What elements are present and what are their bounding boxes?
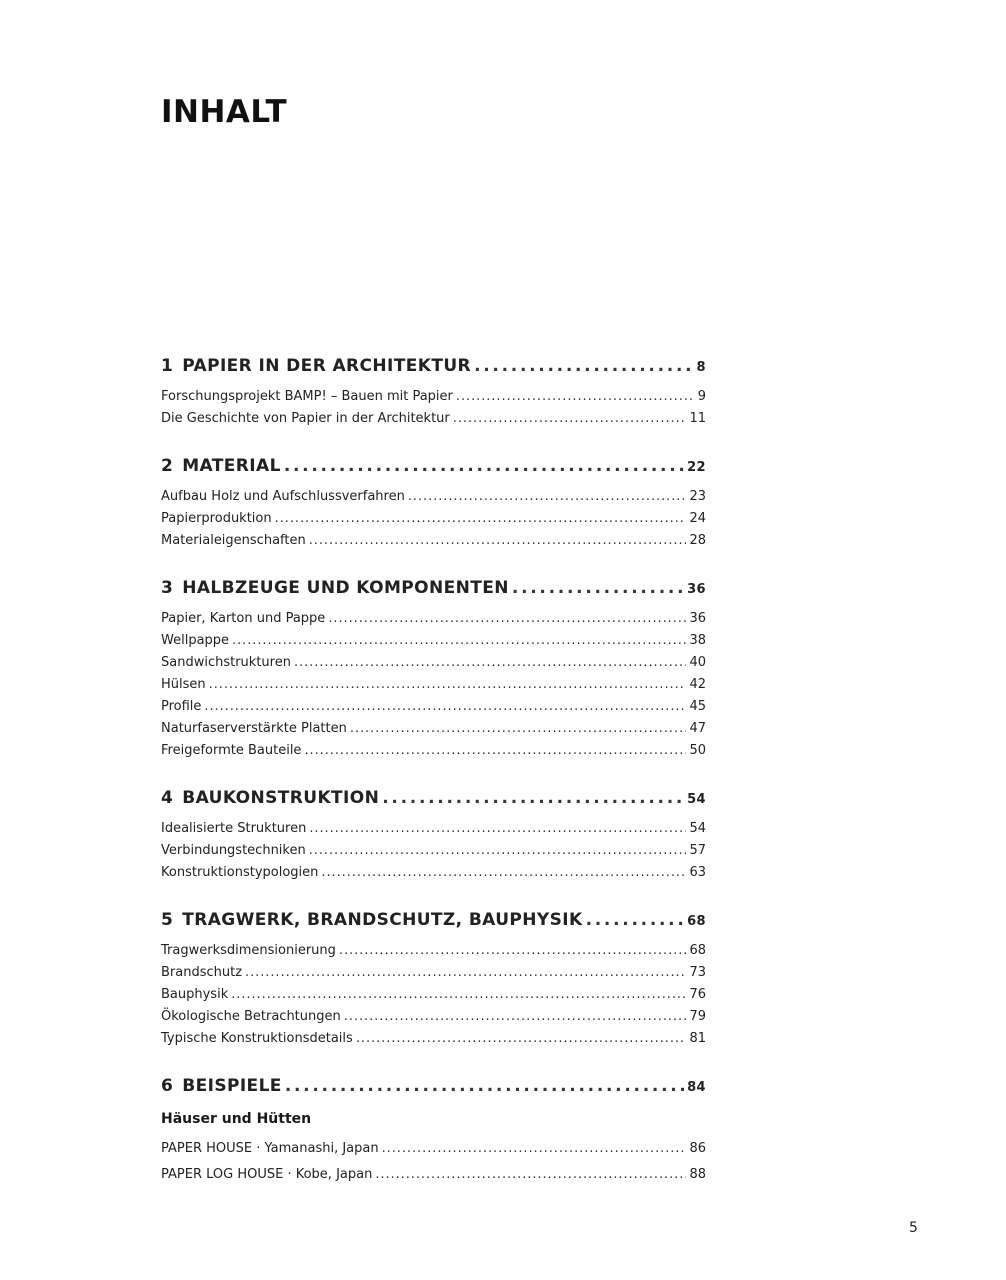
dot-leader [232,630,686,652]
dot-leader [309,530,687,552]
toc-entry[interactable] [161,508,706,530]
toc-section-1 [161,352,706,430]
page-title: INHALT [161,94,288,130]
toc-subheading: Häuser und Hütten [161,1111,312,1127]
toc-entry-page: 23 [689,489,706,504]
toc-entry-page: 28 [689,533,706,548]
toc-entry-label: Idealisierte Strukturen [161,821,307,836]
table-of-contents [161,352,706,1210]
section-page: 68 [687,914,706,929]
toc-entry-label: Ökologische Betrachtungen [161,1009,341,1024]
toc-entry-label: Wellpappe [161,633,230,648]
section-number: 4 [161,788,174,808]
toc-entry-page: 38 [689,633,706,648]
dot-leader [285,1072,684,1100]
dot-leader [284,452,684,480]
dot-leader [375,1162,686,1188]
toc-entry[interactable] [161,1006,706,1028]
toc-entry[interactable] [161,962,706,984]
section-number: 2 [161,456,174,476]
dot-leader [245,962,686,984]
toc-heading-row[interactable] [161,452,706,482]
toc-section-2 [161,452,706,552]
toc-entry[interactable] [161,740,706,762]
toc-entry-label: Brandschutz [161,965,243,980]
section-number: 1 [161,356,174,376]
toc-section-5 [161,906,706,1050]
dot-leader [209,674,687,696]
dot-leader [204,696,686,718]
toc-entry-page: 47 [689,721,706,736]
section-page: 84 [687,1080,706,1095]
toc-section-3 [161,574,706,762]
toc-entry-label: Die Geschichte von Papier in der Architektur [161,411,450,426]
toc-entry-page: 40 [689,655,706,670]
dot-leader [382,1136,687,1162]
toc-entry-page: 73 [689,965,706,980]
dot-leader [356,1028,687,1050]
toc-entry-page: 36 [689,611,706,626]
dot-leader [453,408,687,430]
dot-leader [456,386,695,408]
toc-entry[interactable] [161,862,706,884]
toc-section-4 [161,784,706,884]
dot-leader [586,906,685,934]
toc-entry-label: Verbindungstechniken [161,843,306,858]
dot-leader [309,818,686,840]
toc-entry-label: Materialeigenschaften [161,533,306,548]
toc-entry-page: 68 [689,943,706,958]
toc-entry-label: Freigeformte Bauteile [161,743,302,758]
toc-entry-label: PAPER HOUSE · Yamanashi, Japan [161,1141,379,1156]
toc-entry-label: Konstruktionstypologien [161,865,319,880]
dot-leader [294,652,686,674]
section-page: 22 [687,460,706,475]
toc-entry[interactable] [161,840,706,862]
section-title: HALBZEUGE UND KOMPONENTEN [182,578,509,598]
toc-entry-label: Tragwerksdimensionierung [161,943,336,958]
toc-entry[interactable] [161,1136,706,1162]
toc-entry-page: 45 [689,699,706,714]
toc-entry[interactable] [161,652,706,674]
dot-leader [321,862,686,884]
section-number: 6 [161,1076,174,1096]
toc-entry-label: Papier, Karton und Pappe [161,611,326,626]
toc-heading-row[interactable] [161,574,706,604]
dot-leader [339,940,687,962]
toc-entry-page: 24 [689,511,706,526]
section-title: PAPIER IN DER ARCHITEKTUR [182,356,472,376]
toc-entry[interactable] [161,386,706,408]
section-number: 5 [161,910,174,930]
toc-entry-label: Forschungsprojekt BAMP! – Bauen mit Papier [161,389,453,404]
toc-entry[interactable] [161,1162,706,1188]
toc-entry[interactable] [161,608,706,630]
dot-leader [275,508,687,530]
toc-entry-label: Hülsen [161,677,206,692]
toc-entry[interactable] [161,984,706,1006]
dot-leader [304,740,686,762]
toc-entry-page: 50 [689,743,706,758]
section-page: 54 [687,792,706,807]
toc-entry-page: 9 [697,389,706,404]
toc-entry-page: 88 [689,1167,706,1182]
dot-leader [382,784,684,812]
dot-leader [350,718,687,740]
section-title: BEISPIELE [182,1076,282,1096]
toc-heading-row[interactable] [161,352,706,382]
toc-entry-label: Naturfaserverstärkte Platten [161,721,347,736]
toc-entry[interactable] [161,1028,706,1050]
dot-leader [512,574,684,602]
dot-leader [309,840,687,862]
toc-entry-label: Bauphysik [161,987,229,1002]
section-title: MATERIAL [182,456,281,476]
toc-section-6 [161,1072,706,1188]
toc-entry[interactable] [161,486,706,508]
section-title: TRAGWERK, BRANDSCHUTZ, BAUPHYSIK [182,910,583,930]
toc-entry[interactable] [161,718,706,740]
toc-entry-label: Profile [161,699,202,714]
toc-entry-label: Typische Konstruktionsdetails [161,1031,353,1046]
toc-entry[interactable] [161,674,706,696]
toc-entry-page: 81 [689,1031,706,1046]
dot-leader [328,608,686,630]
dot-leader [408,486,687,508]
toc-heading-row[interactable] [161,906,706,936]
toc-entry-page: 54 [689,821,706,836]
toc-entry-label: Papierproduktion [161,511,272,526]
toc-entry-label: Aufbau Holz und Aufschlussverfahren [161,489,405,504]
toc-entry-label: Sandwichstrukturen [161,655,291,670]
toc-heading-row[interactable] [161,784,706,814]
toc-heading-row[interactable] [161,1072,706,1102]
toc-entry[interactable] [161,696,706,718]
toc-entry-page: 86 [689,1141,706,1156]
section-title: BAUKONSTRUKTION [182,788,380,808]
toc-entry-page: 57 [689,843,706,858]
dot-leader [474,352,693,380]
toc-entry[interactable] [161,530,706,552]
toc-entry[interactable] [161,408,706,430]
page-number: 5 [909,1220,918,1236]
section-page: 36 [687,582,706,597]
toc-entry-page: 76 [689,987,706,1002]
toc-entry-page: 42 [689,677,706,692]
dot-leader [231,984,686,1006]
toc-entry[interactable] [161,940,706,962]
toc-entry-label: PAPER LOG HOUSE · Kobe, Japan [161,1167,373,1182]
section-page: 8 [696,360,706,375]
toc-entry[interactable] [161,818,706,840]
toc-entry-page: 79 [689,1009,706,1024]
section-number: 3 [161,578,174,598]
toc-entry-page: 63 [689,865,706,880]
dot-leader [344,1006,687,1028]
toc-entry-page: 11 [689,411,706,426]
toc-entry[interactable] [161,630,706,652]
